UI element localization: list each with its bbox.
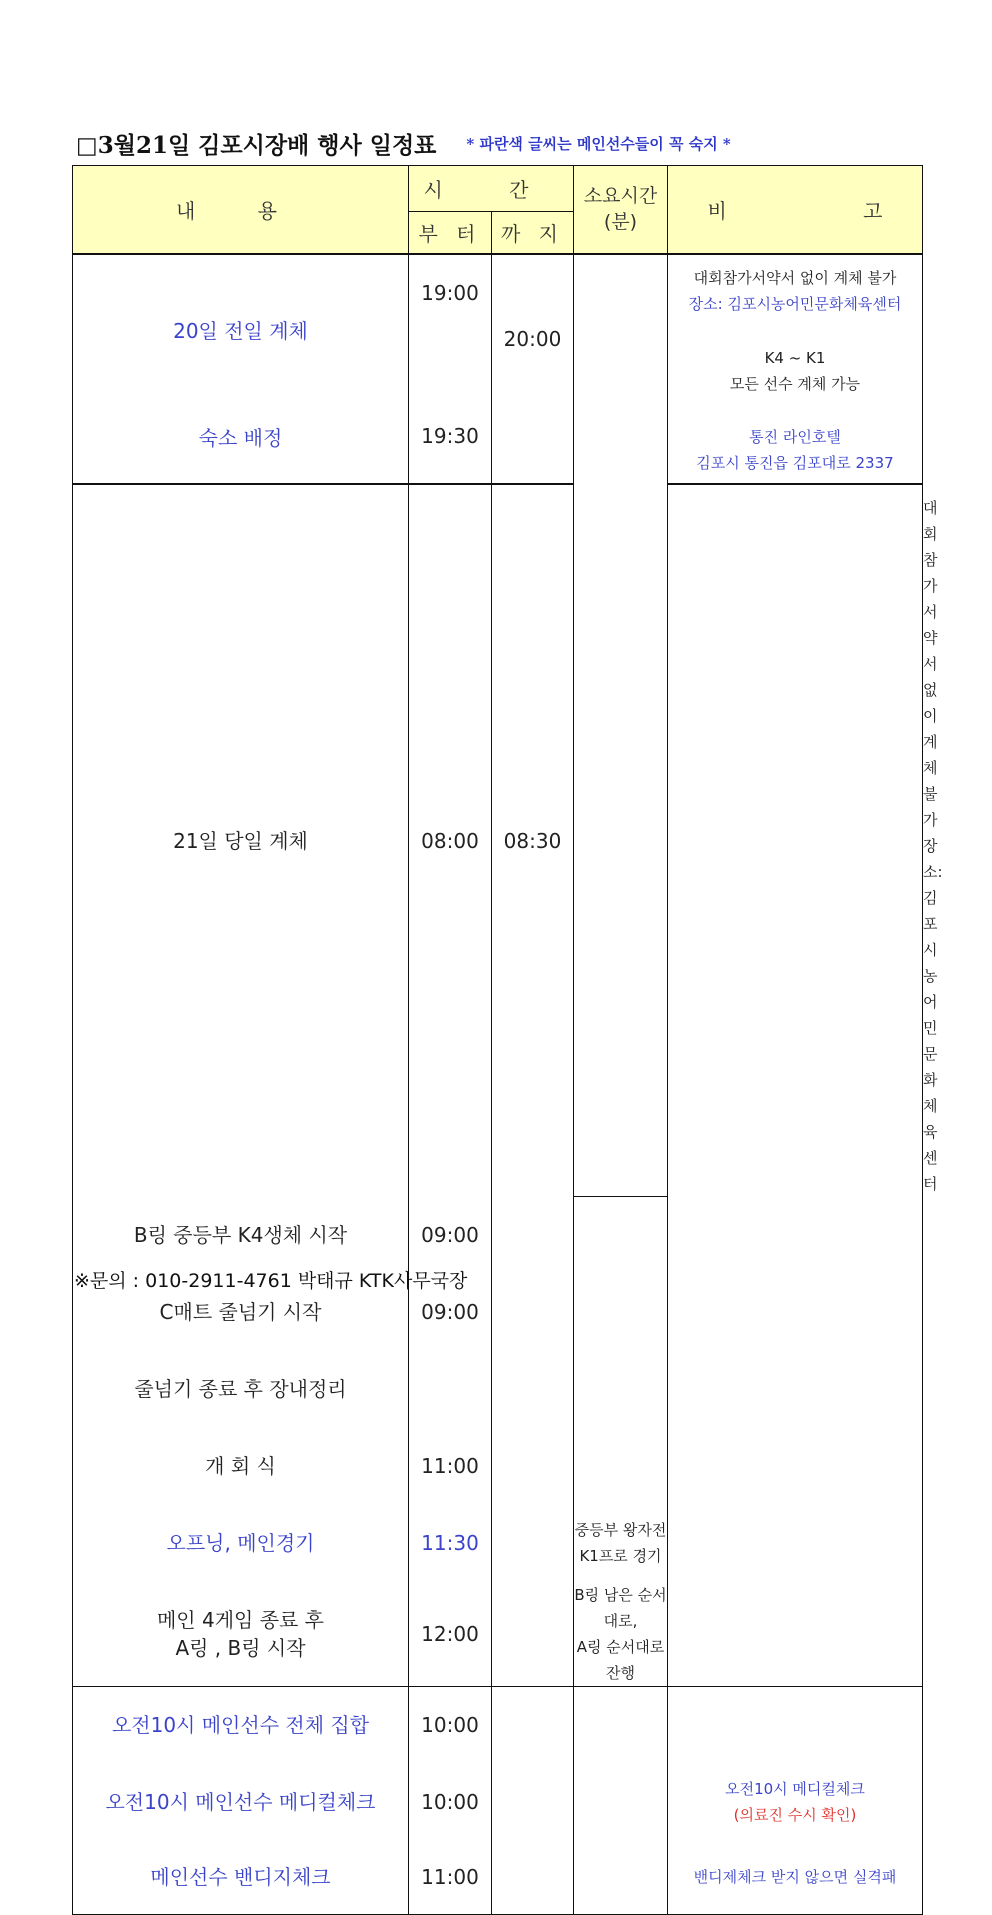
header-remarks: 비 고 [668, 166, 923, 254]
page-title: □3월21일 김포시장배 행사 일정표 [76, 131, 437, 159]
remarks-cell: 밴디제체크 받지 않으면 실격패 [668, 1840, 923, 1914]
table-row [73, 254, 923, 332]
from-cell: 11:00 [409, 1428, 492, 1505]
from-cell: 10:00 [409, 1686, 492, 1763]
remarks-cell: 통진 라인호텔 김포시 통진읍 김포대로 2337 [668, 424, 923, 484]
header-content: 내 용 [73, 166, 409, 254]
to-cell-empty [492, 424, 574, 484]
from-cell: 11:00 [409, 1840, 492, 1914]
content-cell: 숙소 배정 [73, 424, 409, 484]
from-cell-empty [409, 410, 492, 424]
table-row [73, 424, 923, 484]
from-cell: 09:00 [409, 1197, 492, 1274]
header-from: 부 터 [409, 212, 492, 254]
content-cell: 21일 당일 계체 [73, 484, 409, 1197]
from-cell: 19:00 [409, 254, 492, 332]
content-cell: 20일 전일 계체 [73, 254, 409, 424]
duration-cell [574, 254, 668, 1197]
content-cell: B링 중등부 K4생체 시작 [73, 1197, 409, 1274]
header-row-1 [73, 166, 923, 212]
content-cell: 오전10시 메인선수 메디컬체크 [73, 1763, 409, 1840]
table-row: 21일 당일 계체 08:00 08:30 대회참가서약서 없이 계체 불가 장소: 김포시농어민문화체육센터 [73, 484, 923, 1197]
to-cell: 20:00 [492, 254, 574, 424]
content-cell: 메인선수 밴디지체크 [73, 1840, 409, 1914]
content-cell: C매트 줄넘기 시작 [73, 1274, 409, 1351]
remarks-cell: K4 ~ K1 모든 선수 계체 가능 [668, 332, 923, 410]
to-cell-empty [492, 1582, 574, 1687]
remarks-cell-empty [574, 1274, 668, 1351]
content-cell: 오프닝, 메인경기 [73, 1505, 409, 1582]
from-cell-empty [409, 332, 492, 410]
from-cell: 09:00 [409, 1274, 492, 1351]
content-cell: 개 회 식 [73, 1428, 409, 1505]
header-to: 까 지 [492, 212, 574, 254]
from-cell: 19:30 [409, 424, 492, 484]
remarks-cell-empty [668, 410, 923, 424]
to-cell-empty [492, 1428, 574, 1505]
header-time: 시 간 [409, 166, 574, 212]
content-cell: 오전10시 메인선수 전체 집합 [73, 1686, 409, 1763]
to-cell-empty [492, 1686, 574, 1914]
remarks-cell: 오전10시 메디컬체크 (의료진 수시 확인) [668, 1763, 923, 1840]
from-cell: 10:00 [409, 1763, 492, 1840]
to-cell-empty [492, 1505, 574, 1582]
to-cell-empty [492, 1351, 574, 1428]
content-cell: 메인 4게임 종료 후 A링 , B링 시작 [73, 1582, 409, 1687]
to-cell: 08:30 [492, 484, 574, 1197]
remarks-cell-empty [574, 1428, 668, 1505]
table-row [73, 1686, 923, 1763]
from-cell: 11:30 [409, 1505, 492, 1582]
duration-cell [574, 1686, 668, 1914]
title-row [76, 126, 926, 160]
remarks-cell-empty [574, 1197, 668, 1274]
to-cell-empty [492, 1197, 574, 1274]
to-cell-empty [492, 1274, 574, 1351]
schedule-table [72, 165, 943, 1915]
duration-cell [668, 484, 923, 1687]
remarks-cell: 중등부 왕자전 K1프로 경기 [574, 1505, 668, 1582]
remarks-cell-empty [574, 1351, 668, 1428]
content-cell: 줄넘기 종료 후 장내정리 [73, 1351, 409, 1428]
title-note: * 파란색 글씨는 메인선수들이 꼭 숙지 * [466, 134, 731, 153]
header-duration: 소요시간 (분) [574, 166, 668, 254]
remarks-cell: B링 남은 순서대로, A링 순서대로 잔행 [574, 1582, 668, 1687]
from-cell [409, 1351, 492, 1428]
from-cell: 12:00 [409, 1582, 492, 1687]
contact-footer: ※문의 : 010-2911-4761 박태규 KTK사무국장 [74, 1270, 468, 1292]
from-cell: 08:00 [409, 484, 492, 1197]
remarks-cell: 대회참가서약서 없이 계체 불가 장소: 김포시농어민문화체육센터 [668, 254, 923, 332]
remarks-cell-empty [668, 1686, 923, 1763]
